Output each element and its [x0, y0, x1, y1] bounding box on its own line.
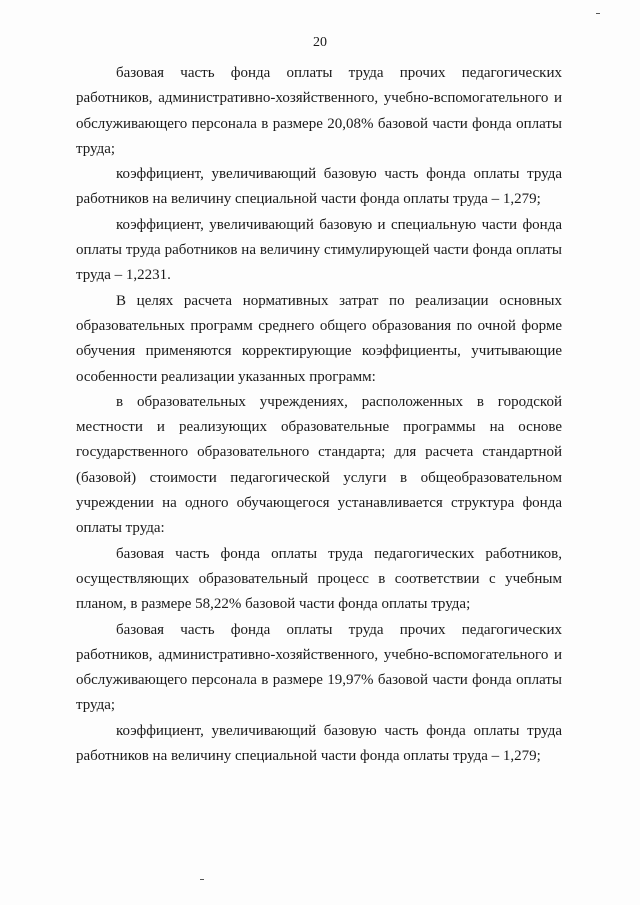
paragraph-1: базовая часть фонда оплаты труда прочих педагогических работников, административно-хозяйственного, учебно-вспомогательного и обслуживающего персонала в размере 20,08% базовой части фонда оплаты труда;: [76, 65, 562, 157]
paragraph-2: коэффициент, увеличивающий базовую часть фонда оплаты труда работников на величину специальной части фонда оплаты труда – 1,279;: [76, 166, 562, 208]
scan-speck-top-right: [596, 13, 600, 14]
page-number: 20: [313, 35, 327, 50]
document-body: [76, 61, 562, 769]
paragraph-3: коэффициент, увеличивающий базовую и специальную части фонда оплаты труда работников на величину стимулирующей части фонда оплаты труда – 1,2231.: [76, 216, 562, 284]
paragraph-7: базовая часть фонда оплаты труда прочих педагогических работников, административно-хозяйственного, учебно-вспомогательного и обслуживающего персонала в размере 19,97% базовой части фонда оплаты труда;: [76, 621, 562, 714]
scan-speck-bottom: [200, 879, 204, 880]
paragraph-5: в образовательных учреждениях, расположенных в городской местности и реализующих образовательные программы на основе государственного образовательного стандарта; для расчета стандартной (базовой) стоимости педагогической услуги в общеобразовательном учреждении на одного обучающегося устанавливается структура фонда оплаты труда:: [76, 393, 562, 537]
paragraph-4: В целях расчета нормативных затрат по реализации основных образовательных программ среднего общего образования по очной форме обучения применяются корректирующие коэффициенты, учитывающие особенности реализации указанных программ:: [76, 292, 562, 385]
paragraph-6: базовая часть фонда оплаты труда педагогических работников, осуществляющих образовательный процесс в соответствии с учебным планом, в размере 58,22% базовой части фонда оплаты труда;: [76, 545, 562, 613]
paragraph-8: коэффициент, увеличивающий базовую часть фонда оплаты труда работников на величину специальной части фонда оплаты труда – 1,279;: [76, 722, 562, 765]
